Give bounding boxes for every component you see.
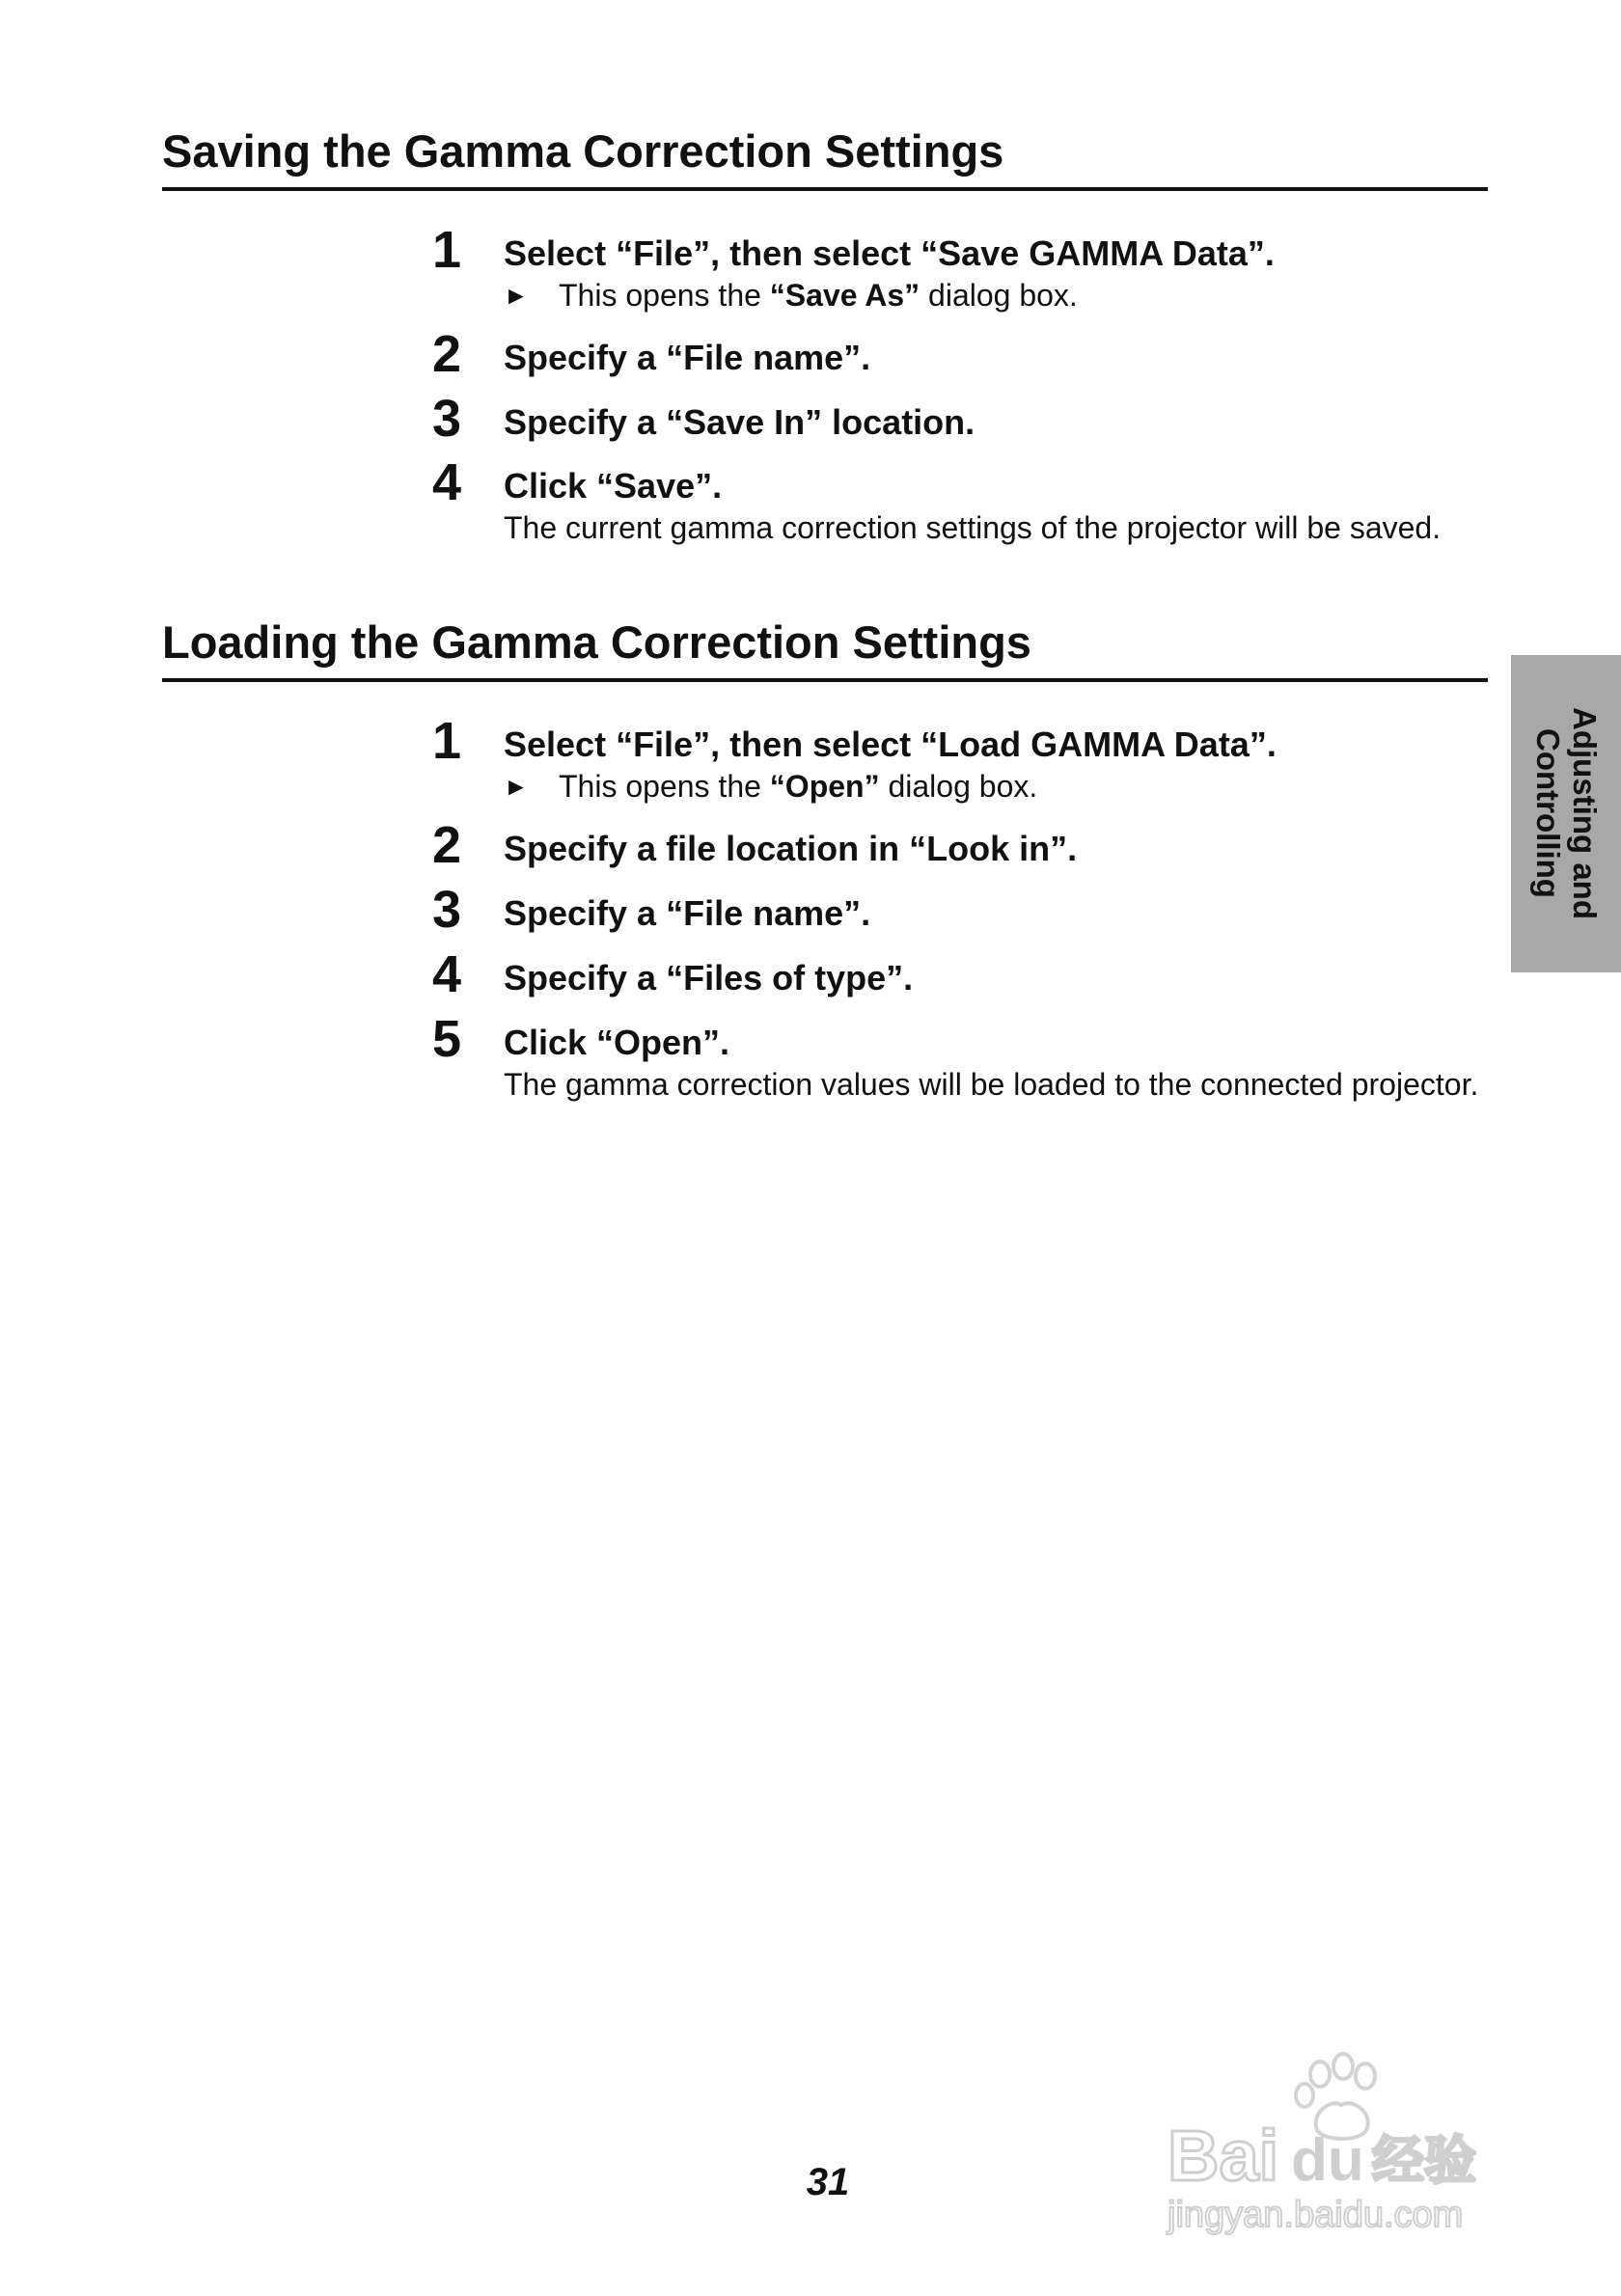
loading-step-2 — [432, 816, 1488, 874]
step-number: 2 — [432, 816, 462, 874]
loading-step-5 — [432, 1010, 1488, 1104]
loading-step-3 — [432, 881, 1488, 939]
step-title: Specify a “File name”. — [504, 338, 871, 377]
loading-steps — [432, 712, 1488, 1104]
page-number: 31 — [806, 2161, 850, 2203]
step-note — [504, 276, 1488, 314]
loading-step-1 — [432, 712, 1488, 806]
step-number: 2 — [432, 325, 462, 383]
saving-steps — [432, 221, 1488, 547]
side-tab-line-1: Adjusting and — [1567, 707, 1603, 919]
arrow-right-icon: ► — [504, 281, 529, 310]
loading-step-4 — [432, 945, 1488, 1003]
loading-section-heading: Loading the Gamma Correction Settings — [162, 619, 1488, 682]
arrow-right-icon: ► — [504, 772, 529, 801]
svg-text:经验: 经验 — [1372, 2130, 1476, 2191]
step-number: 1 — [432, 221, 462, 279]
step-title: Specify a “Files of type”. — [504, 958, 914, 998]
svg-text:du: du — [1291, 2127, 1364, 2194]
step-number: 4 — [432, 945, 462, 1003]
step-title: Select “File”, then select “Save GAMMA Data”. — [504, 233, 1275, 273]
side-tab-line-2: Controlling — [1530, 728, 1566, 898]
step-title: Specify a “File name”. — [504, 893, 871, 933]
step-title: Select “File”, then select “Load GAMMA Data”. — [504, 724, 1277, 764]
saving-step-4 — [432, 453, 1488, 547]
step-title: Specify a file location in “Look in”. — [504, 829, 1078, 868]
chapter-side-tab — [1511, 655, 1621, 972]
step-number: 3 — [432, 390, 462, 448]
saving-section-heading: Saving the Gamma Correction Settings — [162, 128, 1488, 191]
saving-step-3 — [432, 390, 1488, 448]
side-tab-label — [1529, 707, 1603, 919]
note-text: This opens the “Save As” dialog box. — [559, 278, 1078, 313]
step-number: 3 — [432, 881, 462, 939]
step-title: Click “Save”. — [504, 466, 723, 506]
svg-text:Bai: Bai — [1168, 2116, 1279, 2196]
svg-text:jingyan.baidu.com: jingyan.baidu.com — [1168, 2195, 1464, 2235]
saving-step-1 — [432, 221, 1488, 314]
step-title: Specify a “Save In” location. — [504, 402, 975, 442]
baidu-watermark-logo — [1148, 2045, 1534, 2238]
step-number: 4 — [432, 453, 462, 511]
step-note — [504, 767, 1488, 806]
step-number: 5 — [432, 1010, 462, 1068]
step-title: Click “Open”. — [504, 1023, 730, 1062]
step-number: 1 — [432, 712, 462, 770]
step-description: The gamma correction values will be loaded to the connected projector. — [504, 1067, 1479, 1102]
note-text: This opens the “Open” dialog box. — [559, 769, 1038, 804]
step-description: The current gamma correction settings of the projector will be saved. — [504, 510, 1442, 545]
saving-step-2 — [432, 325, 1488, 383]
